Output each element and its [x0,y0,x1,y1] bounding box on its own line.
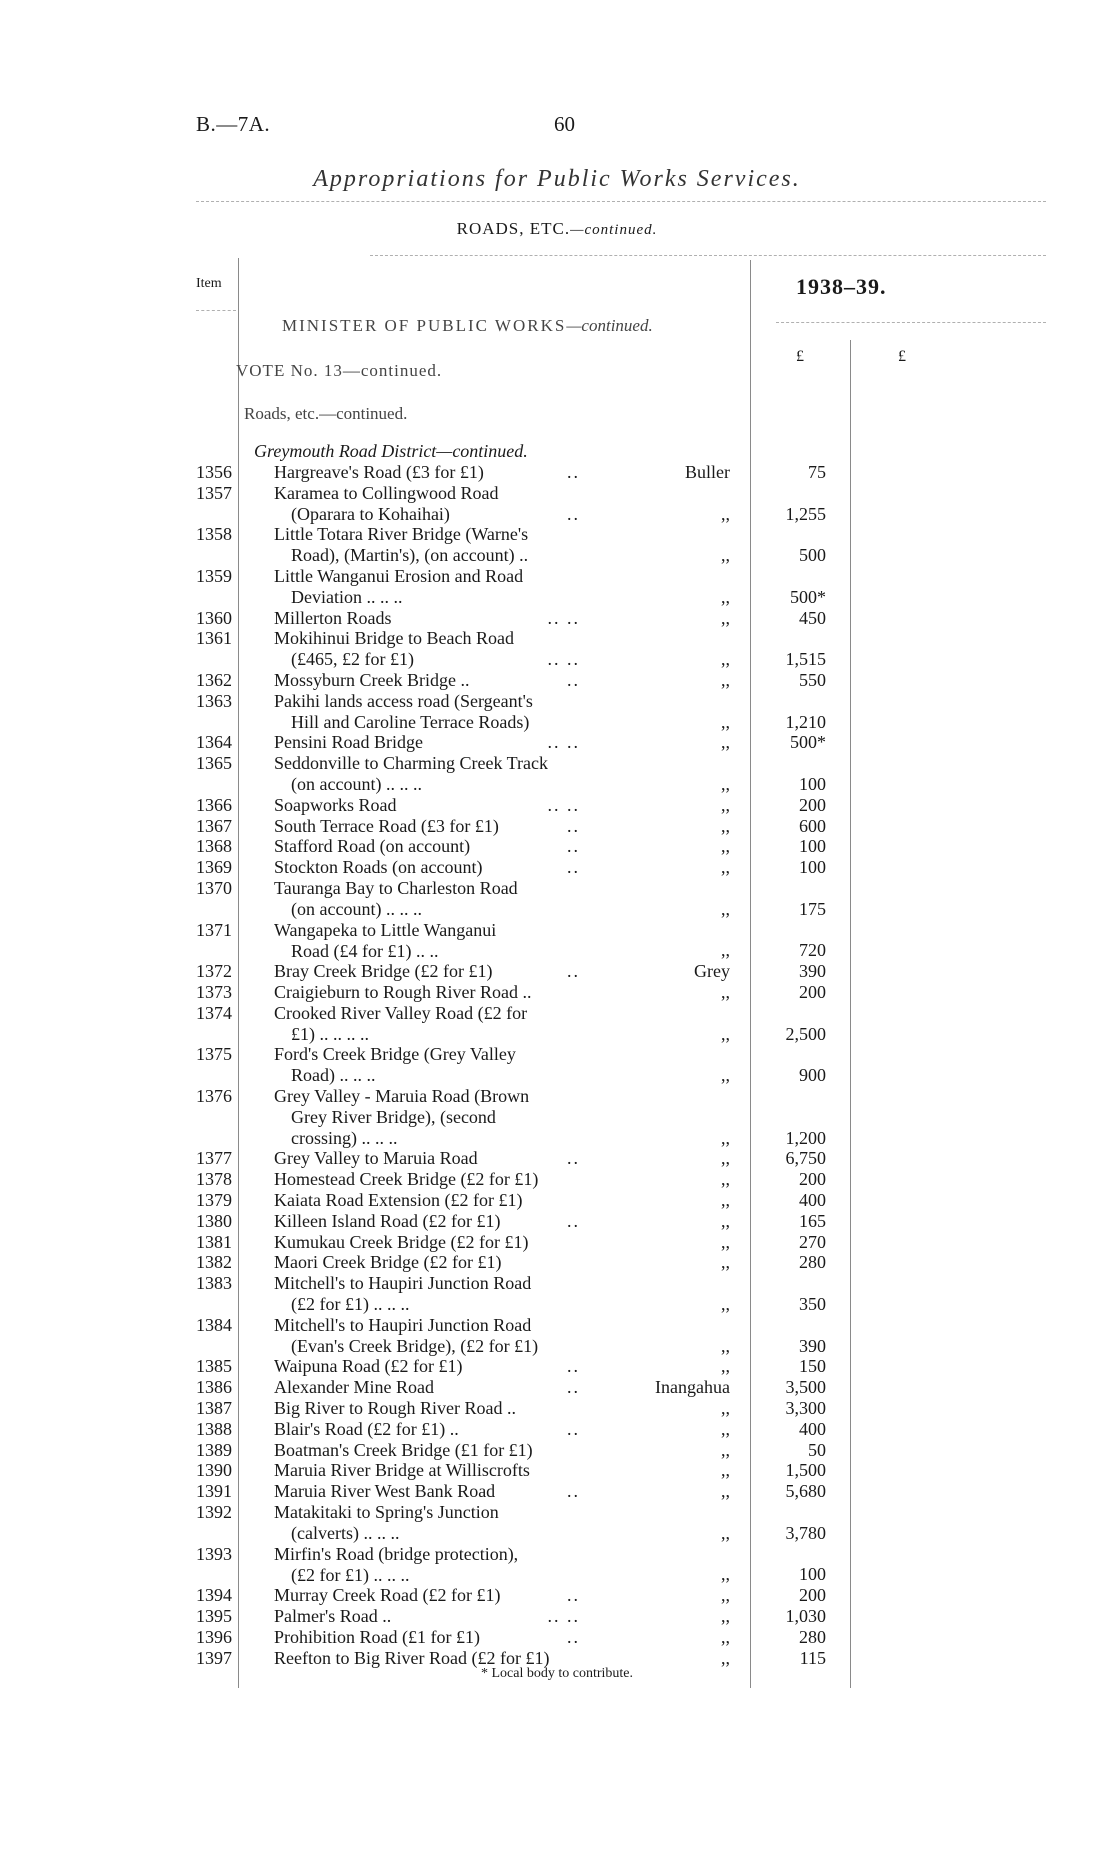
minister-name: MINISTER OF PUBLIC WORKS [282,316,567,335]
amount: 115 [799,1647,826,1668]
item-number: 1386 [196,1377,232,1398]
district-name: ,, [721,1418,730,1439]
description-line: Pensini Road Bridge [274,732,423,753]
page-title: Appropriations for Public Works Services. [313,166,801,192]
year-column-header: 1938–39. [796,274,887,299]
description-line: £1) .. .. .. .. [291,1023,369,1044]
item-column-header: Item [196,276,222,291]
amount: 3,500 [785,1377,826,1398]
description-line: Mossyburn Creek Bridge .. [274,670,470,690]
leader-dots: .. [567,1418,580,1439]
item-number: 1395 [196,1606,232,1626]
item-number: 1385 [196,1356,232,1377]
district-name: Grey [694,961,730,982]
description-line: (£2 for £1) .. .. .. [291,1564,410,1585]
district-name: ,, [721,1481,730,1502]
leader-dots: .. [567,836,580,857]
leader-dots: .. .. [547,1606,580,1626]
item-description [274,1252,576,1273]
amount: 200 [799,794,826,815]
item-description [274,1377,576,1398]
item-number: 1394 [196,1585,232,1606]
item-description [274,1544,576,1586]
leader-dots: .. [567,1210,580,1231]
district-name: ,, [721,1356,730,1377]
item-description [274,1044,576,1086]
item-description [274,608,576,629]
description-line: Homestead Creek Bridge (£2 for £1) [274,1169,539,1190]
description-line: Pakihi lands access road (Sergeant's [274,690,533,711]
amount: 1,255 [785,503,826,524]
amount: 100 [799,836,826,857]
description-line: Seddonville to Charming Creek Track [274,753,548,774]
item-number: 1393 [196,1543,232,1564]
item-number: 1390 [196,1460,232,1481]
district-name: ,, [721,1626,730,1647]
item-description [274,1356,576,1377]
amount: 1,515 [785,649,826,670]
item-number: 1371 [196,919,232,940]
amount: 500* [790,732,826,753]
item-description [274,462,576,483]
description-line: Maruia River West Bank Road [274,1481,496,1502]
amount: 150 [799,1356,826,1377]
item-description [274,836,576,857]
item-description [274,1169,576,1190]
amount: 390 [799,961,826,982]
description-line: Road) .. .. .. [291,1065,376,1086]
description-line: Deviation .. .. .. [291,587,403,607]
document-reference: B.—7A. [196,112,271,136]
amount: 390 [799,1335,826,1356]
amount: 100 [799,857,826,878]
description-line: Little Wanganui Erosion and Road [274,566,524,586]
description-line: Big River to Rough River Road .. [274,1398,516,1418]
description-line: Prohibition Road (£1 for £1) [274,1626,480,1647]
item-description [274,1273,576,1315]
district-name: ,, [721,982,730,1002]
description-line: Blair's Road (£2 for £1) .. [274,1418,459,1439]
description-line: Mokihinui Bridge to Beach Road [274,628,514,649]
amount: 200 [799,1169,826,1190]
item-description [274,628,576,670]
amount: 3,780 [785,1522,826,1543]
item-number: 1369 [196,857,232,878]
amount: 175 [799,898,826,919]
item-description [274,878,576,920]
district-name: ,, [721,607,730,628]
item-description [274,982,576,1003]
amount: 1,030 [785,1606,826,1626]
district-name: Buller [685,462,730,482]
item-description [274,566,576,608]
description-line: South Terrace Road (£3 for £1) [274,815,499,836]
leader-dots: .. .. [547,794,580,815]
district-name: ,, [721,836,730,857]
district-name: ,, [721,1023,730,1044]
amount: 1,500 [785,1460,826,1481]
amount: 900 [799,1065,826,1086]
item-number: 1373 [196,982,232,1002]
item-number: 1361 [196,628,232,649]
pound-sign-b: £ [898,348,906,365]
description-line: Soapworks Road [274,794,397,815]
district-name: ,, [721,1293,730,1314]
amount: 400 [799,1190,826,1210]
description-line: (Evan's Creek Bridge), (£2 for £1) [291,1335,539,1356]
amount: 2,500 [785,1023,826,1044]
district-name: ,, [721,940,730,961]
item-number: 1378 [196,1169,232,1190]
description-line: Wangapeka to Little Wanganui [274,919,497,940]
description-line: Tauranga Bay to Charleston Road [274,878,518,898]
district-name: ,, [721,1647,730,1668]
description-line: Millerton Roads [274,607,392,628]
item-description [274,1211,576,1232]
item-description [274,670,576,691]
district-name: ,, [721,1398,730,1418]
district-name: ,, [721,857,730,878]
amount: 500 [799,545,826,566]
item-number: 1382 [196,1252,232,1273]
leader-dots: .. [567,1585,580,1606]
district-name: ,, [721,1522,730,1543]
district-name: ,, [721,1210,730,1231]
district-name: ,, [721,711,730,732]
district-name: ,, [721,1065,730,1086]
description-line: Kaiata Road Extension (£2 for £1) [274,1190,523,1210]
description-line: Reefton to Big River Road (£2 for £1) [274,1647,550,1668]
district-name: ,, [721,1460,730,1481]
description-line: (Oparara to Kohaihai) [291,503,450,524]
district-name: ,, [721,1585,730,1606]
description-line: (calverts) .. .. .. [291,1523,400,1543]
description-line: Stafford Road (on account) [274,836,471,857]
district-name: ,, [721,1564,730,1585]
item-description [274,1003,576,1045]
item-number: 1377 [196,1148,232,1169]
description-line: Hill and Caroline Terrace Roads) [291,711,530,732]
description-line: Ford's Creek Bridge (Grey Valley [274,1044,516,1065]
description-line: Palmer's Road .. [274,1606,392,1626]
item-description [274,1606,576,1627]
description-line: Stockton Roads (on account) [274,857,483,878]
description-line: Killeen Island Road (£2 for £1) [274,1210,501,1231]
item-number: 1364 [196,732,232,753]
description-line: Murray Creek Road (£2 for £1) [274,1585,501,1606]
district-name: Inangahua [655,1377,730,1398]
amount: 165 [799,1210,826,1231]
description-line: Kumukau Creek Bridge (£2 for £1) [274,1231,529,1252]
amount: 550 [799,670,826,690]
amount: 6,750 [785,1148,826,1169]
item-description [274,1419,576,1440]
description-line: crossing) .. .. .. [291,1128,398,1148]
district-name: ,, [721,732,730,753]
item-description [274,920,576,962]
item-description [274,1315,576,1357]
item-number: 1363 [196,690,232,711]
item-description [274,1398,576,1419]
item-description [274,1440,576,1461]
district-name: ,, [721,1169,730,1190]
item-description [274,1232,576,1253]
item-description [274,795,576,816]
item-number: 1388 [196,1418,232,1439]
amount: 1,210 [785,711,826,732]
vote-heading: VOTE No. 13—continued. [236,361,443,380]
item-number: 1392 [196,1502,232,1522]
item-number: 1396 [196,1626,232,1647]
item-number: 1362 [196,670,232,690]
description-line: Alexander Mine Road [274,1377,434,1398]
description-line: Grey River Bridge), (second [291,1107,496,1127]
description-line: Maori Creek Bridge (£2 for £1) [274,1252,502,1273]
district-name: ,, [721,815,730,836]
item-description [274,483,576,525]
amount: 720 [799,940,826,961]
description-line: Crooked River Valley Road (£2 for [274,1002,528,1023]
item-number: 1367 [196,815,232,836]
description-line: Karamea to Collingwood Road [274,482,499,503]
description-line: Waipuna Road (£2 for £1) [274,1356,463,1377]
description-line: Little Totara River Bridge (Warne's [274,524,529,545]
item-description [274,1627,576,1648]
district-name: ,, [721,1190,730,1210]
item-number: 1370 [196,878,232,898]
district-name: ,, [721,649,730,670]
item-description [274,1190,576,1211]
item-number: 1397 [196,1647,232,1668]
item-number: 1356 [196,462,232,482]
leader-dots: .. [567,1377,580,1398]
description-line: Road), (Martin's), (on account) .. [291,545,529,566]
description-line: Mitchell's to Haupiri Junction Road [274,1273,532,1294]
district-name: ,, [721,1127,730,1148]
leader-dots: .. [567,1626,580,1647]
pound-sign-a: £ [796,348,804,365]
footnote: * Local body to contribute. [480,1666,634,1681]
minister-continued: —continued. [566,316,653,335]
district-name: ,, [721,1148,730,1169]
amount: 100 [799,1564,826,1585]
roads-heading: Roads, etc.—continued. [244,404,408,423]
item-description [274,816,576,837]
district-name: ,, [721,1606,730,1626]
description-line: (£465, £2 for £1) [291,649,414,670]
amount: 3,300 [785,1398,826,1418]
district-name: ,, [721,1231,730,1252]
description-line: (on account) .. .. .. [291,899,422,919]
amount: 1,200 [785,1127,826,1148]
item-number: 1375 [196,1044,232,1065]
item-number: 1358 [196,524,232,545]
district-name: ,, [721,586,730,607]
amount: 75 [808,462,826,482]
leader-dots: .. [567,1481,580,1502]
leader-dots: .. .. [547,607,580,628]
district-name: ,, [721,503,730,524]
district-name: ,, [721,1439,730,1460]
leader-dots: .. .. [547,732,580,753]
item-number: 1391 [196,1481,232,1502]
item-number: 1381 [196,1231,232,1252]
district-name: ,, [721,670,730,690]
description-line: Mirfin's Road (bridge protection), [274,1543,519,1564]
district-heading: Greymouth Road District—continued. [254,441,528,461]
item-number: 1379 [196,1190,232,1210]
description-line: Craigieburn to Rough River Road .. [274,982,532,1002]
leader-dots: .. [567,1356,580,1377]
item-number: 1376 [196,1086,232,1106]
description-line: Boatman's Creek Bridge (£1 for £1) [274,1439,533,1460]
item-number: 1374 [196,1002,232,1023]
leader-dots: .. [567,462,580,482]
district-name: ,, [721,898,730,919]
leader-dots: .. [567,503,580,524]
item-description [274,691,576,733]
description-line: (on account) .. .. .. [291,774,422,795]
item-description [274,961,576,982]
amount: 50 [808,1439,826,1460]
item-number: 1383 [196,1273,232,1294]
description-line: Road (£4 for £1) .. .. [291,940,439,961]
description-line: (£2 for £1) .. .. .. [291,1294,410,1315]
description-line: Hargreave's Road (£3 for £1) [274,462,484,482]
item-description [274,1148,576,1169]
description-line: Grey Valley to Maruia Road [274,1148,478,1169]
item-number: 1357 [196,482,232,503]
item-description [274,1502,576,1544]
subtitle-main: ROADS, ETC. [456,219,571,238]
description-line: Mitchell's to Haupiri Junction Road [274,1314,532,1335]
item-description [274,1585,576,1606]
amount: 400 [799,1418,826,1439]
district-name: ,, [721,794,730,815]
amount: 350 [799,1293,826,1314]
item-description [274,753,576,795]
district-name: ,, [721,1252,730,1273]
description-line: Bray Creek Bridge (£2 for £1) [274,961,493,982]
item-number: 1365 [196,753,232,774]
amount: 280 [799,1252,826,1273]
amount: 200 [799,982,826,1002]
item-number: 1389 [196,1439,232,1460]
item-description [274,1481,576,1502]
district-name: ,, [721,773,730,794]
page-number: 60 [554,112,575,136]
leader-dots: .. [567,1148,580,1169]
amount: 500* [790,586,826,607]
item-number: 1366 [196,794,232,815]
leader-dots: .. [567,857,580,878]
item-number: 1380 [196,1210,232,1231]
amount: 600 [799,815,826,836]
subtitle-continued: —continued. [570,222,658,238]
district-name: ,, [721,1335,730,1356]
district-name: ,, [721,545,730,566]
description-line: Maruia River Bridge at Williscrofts [274,1460,530,1481]
amount: 270 [799,1231,826,1252]
item-number: 1372 [196,961,232,982]
item-description [274,1086,576,1149]
amount: 450 [799,607,826,628]
amount: 100 [799,773,826,794]
leader-dots: .. .. [547,649,580,670]
item-description [274,857,576,878]
description-line: Grey Valley - Maruia Road (Brown [274,1086,530,1106]
item-number: 1359 [196,566,232,586]
item-description [274,1460,576,1481]
leader-dots: .. [567,961,580,982]
amount: 200 [799,1585,826,1606]
leader-dots: .. [567,815,580,836]
item-number: 1387 [196,1398,232,1418]
amount: 280 [799,1626,826,1647]
item-description [274,524,576,566]
item-description [274,732,576,753]
item-number: 1360 [196,607,232,628]
amount: 5,680 [785,1481,826,1502]
description-line: Matakitaki to Spring's Junction [274,1502,499,1522]
item-number: 1384 [196,1314,232,1335]
leader-dots: .. [567,670,580,690]
item-number: 1368 [196,836,232,857]
